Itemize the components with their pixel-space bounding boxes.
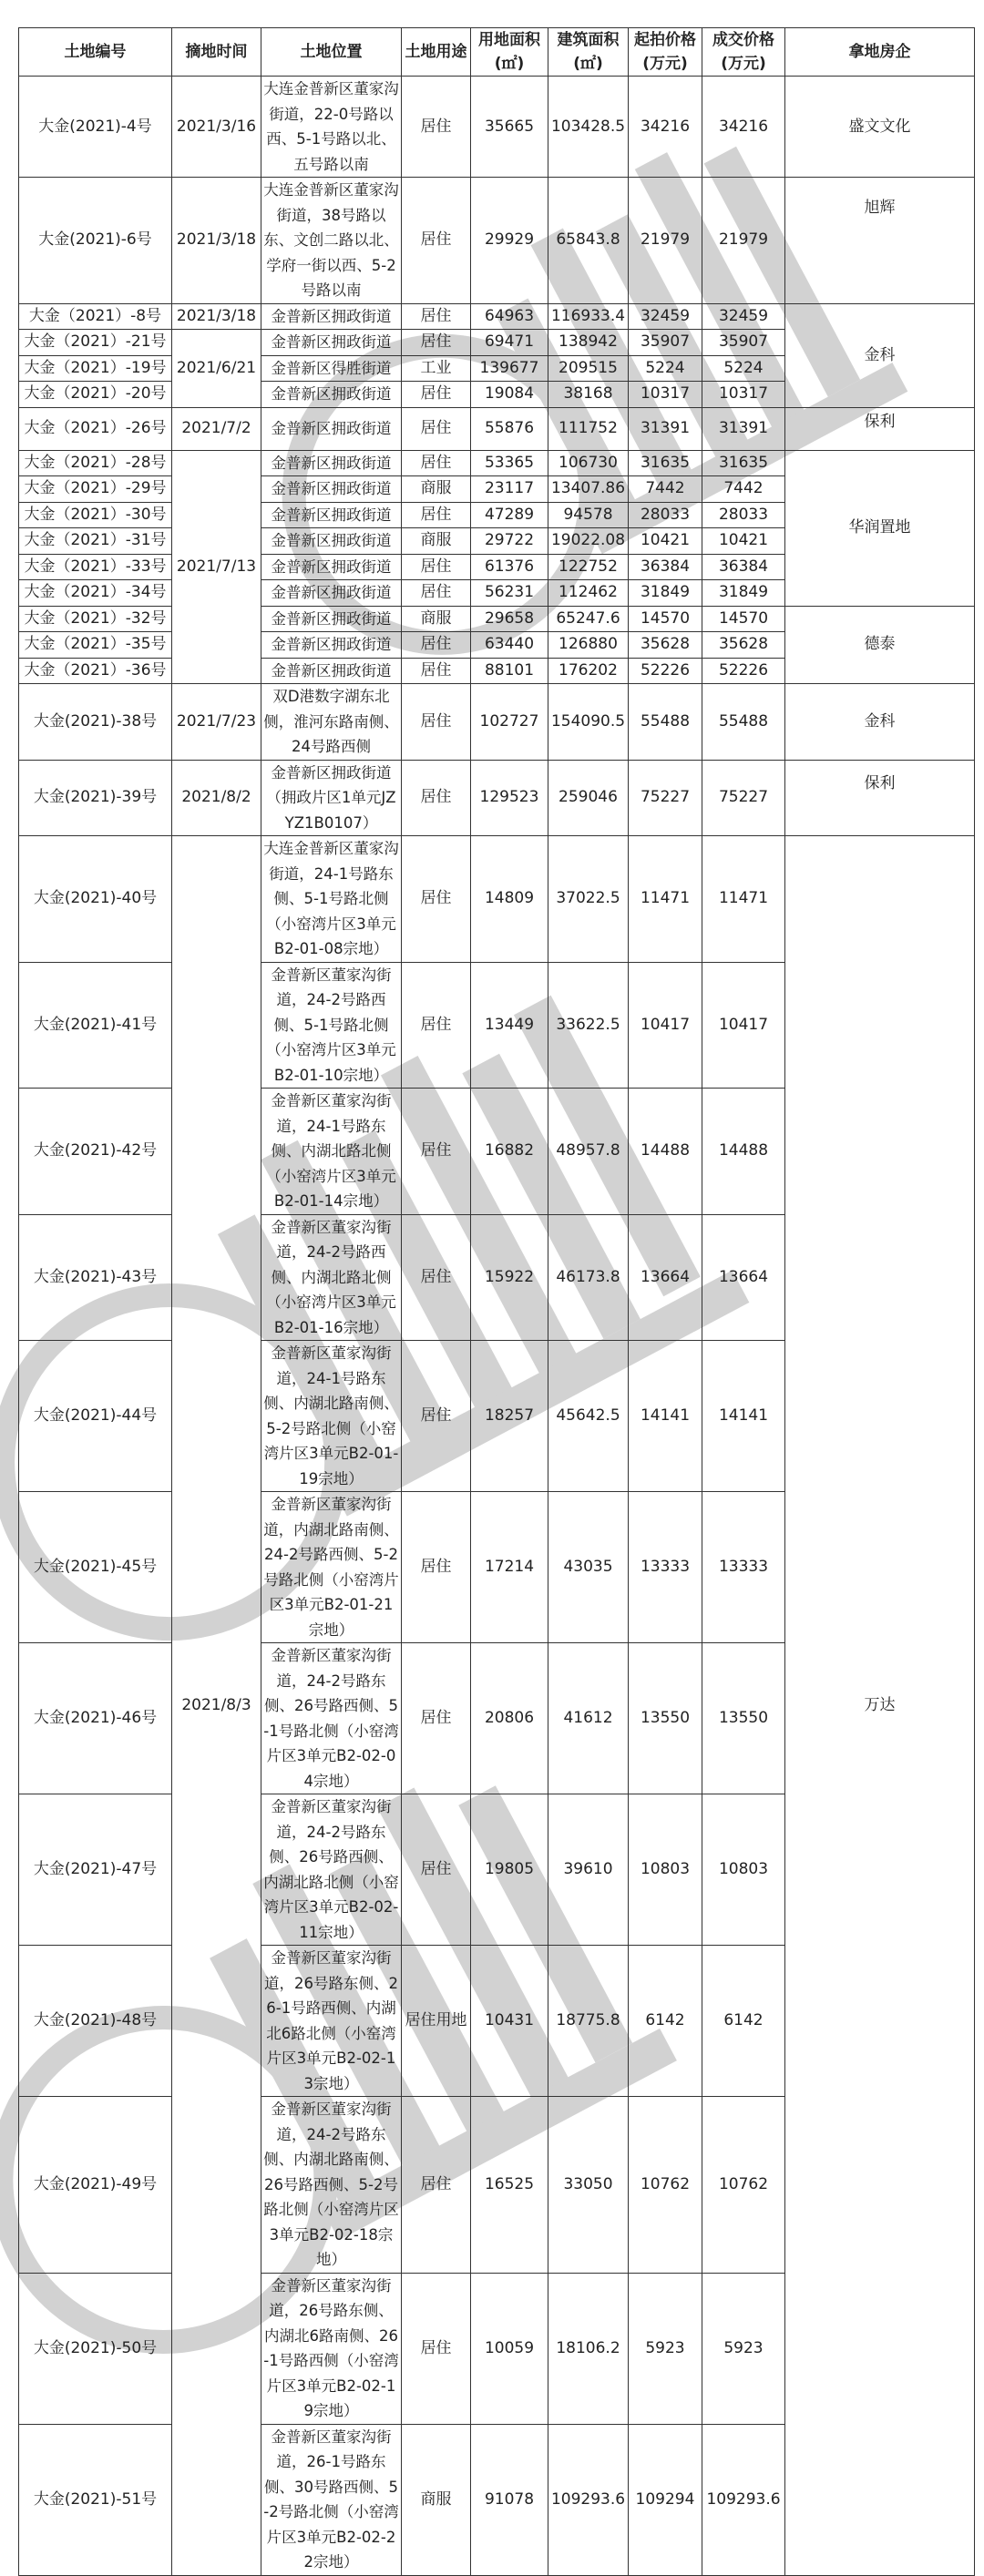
start-price: 14570 [629, 606, 702, 632]
location: 金普新区拥政街道 [261, 632, 402, 659]
deal-price: 10417 [702, 962, 785, 1089]
location: 金普新区拥政街道 [261, 658, 402, 684]
land-id: 大金(2021)-43号 [19, 1214, 172, 1341]
build-area: 18775.8 [548, 1946, 629, 2097]
deal-price: 13550 [702, 1643, 785, 1794]
developer: 德泰 [785, 606, 975, 684]
deal-price: 31391 [702, 407, 785, 450]
developer: 华润置地 [785, 450, 975, 606]
deal-price: 52226 [702, 658, 785, 684]
use: 居住 [402, 407, 471, 450]
build-area: 154090.5 [548, 684, 629, 761]
land-area: 13449 [471, 962, 548, 1089]
use: 居住用地 [402, 1946, 471, 2097]
land-id: 大金（2021）-31号 [19, 528, 172, 555]
use: 居住 [402, 1794, 471, 1946]
land-area: 16882 [471, 1089, 548, 1215]
table-row [19, 606, 975, 632]
land-id: 大金（2021）-19号 [19, 355, 172, 382]
land-id: 大金(2021)-45号 [19, 1492, 172, 1643]
use: 居住 [402, 303, 471, 330]
location: 金普新区董家沟街道，24-2号路东侧、26号路西侧、内湖北路北侧（小窑湾片区3单元B2-02-11宗地） [261, 1794, 402, 1946]
use: 居住 [402, 2097, 471, 2274]
start-price: 52226 [629, 658, 702, 684]
land-transaction-table [18, 27, 975, 2576]
land-id: 大金(2021)-4号 [19, 77, 172, 178]
table-row [19, 450, 975, 476]
deal-price: 14570 [702, 606, 785, 632]
table-row [19, 77, 975, 178]
use: 居住 [402, 684, 471, 761]
location: 金普新区董家沟街道，24-1号路东侧、内湖北路南侧、5-2号路北侧（小窑湾片区3单元B2-01-19宗地） [261, 1341, 402, 1492]
land-area: 53365 [471, 450, 548, 476]
build-area: 19022.08 [548, 528, 629, 555]
land-area: 91078 [471, 2424, 548, 2575]
land-id: 大金(2021)-48号 [19, 1946, 172, 2097]
location: 金普新区董家沟街道，24-2号路东侧、26号路西侧、5-1号路北侧（小窑湾片区3单元B2-02-04宗地） [261, 1643, 402, 1794]
location: 双D港数字湖东北侧，淮河东路南侧、24号路西侧 [261, 684, 402, 761]
build-area: 122752 [548, 554, 629, 580]
build-area: 38168 [548, 382, 629, 408]
location: 金普新区拥政街道 [261, 606, 402, 632]
start-price: 10417 [629, 962, 702, 1089]
location: 金普新区拥政街道 [261, 528, 402, 555]
deal-price: 55488 [702, 684, 785, 761]
build-area: 209515 [548, 355, 629, 382]
start-price: 5224 [629, 355, 702, 382]
land-area: 19805 [471, 1794, 548, 1946]
land-id: 大金(2021)-42号 [19, 1089, 172, 1215]
deal-price: 32459 [702, 303, 785, 330]
build-area: 94578 [548, 502, 629, 528]
location: 金普新区拥政街道 [261, 303, 402, 330]
build-area: 41612 [548, 1643, 629, 1794]
table-row [19, 407, 975, 450]
land-area: 64963 [471, 303, 548, 330]
deal-price: 35628 [702, 632, 785, 659]
location: 金普新区拥政街道 [261, 382, 402, 408]
deal-price: 10803 [702, 1794, 785, 1946]
use: 居住 [402, 632, 471, 659]
header-date: 摘地时间 [172, 28, 261, 77]
use: 商服 [402, 2424, 471, 2575]
date: 2021/7/13 [172, 450, 261, 684]
land-area: 129523 [471, 760, 548, 836]
location: 金普新区拥政街道 [261, 580, 402, 607]
land-id: 大金（2021）-33号 [19, 554, 172, 580]
deal-price: 75227 [702, 760, 785, 836]
deal-price: 5923 [702, 2273, 785, 2424]
location: 金普新区拥政街道（拥政片区1单元JZYZ1B0107） [261, 760, 402, 836]
land-id: 大金（2021）-34号 [19, 580, 172, 607]
start-price: 7442 [629, 476, 702, 503]
build-area: 112462 [548, 580, 629, 607]
build-area: 65247.6 [548, 606, 629, 632]
use: 居住 [402, 330, 471, 356]
location: 金普新区董家沟街道，24-2号路西侧、5-1号路北侧（小窑湾片区3单元B2-01-10宗地） [261, 962, 402, 1089]
land-area: 20806 [471, 1643, 548, 1794]
location: 金普新区董家沟街道，26号路东侧、26-1号路西侧、内湖北6路北侧（小窑湾片区3单元B2-02-13宗地） [261, 1946, 402, 2097]
date: 2021/7/23 [172, 684, 261, 761]
build-area: 111752 [548, 407, 629, 450]
land-id: 大金（2021）-26号 [19, 407, 172, 450]
header-build-area: 建筑面积 (㎡) [548, 28, 629, 77]
deal-price: 14141 [702, 1341, 785, 1492]
build-area: 259046 [548, 760, 629, 836]
land-area: 35665 [471, 77, 548, 178]
build-area: 43035 [548, 1492, 629, 1643]
build-area: 18106.2 [548, 2273, 629, 2424]
table-row [19, 178, 975, 304]
land-id: 大金(2021)-41号 [19, 962, 172, 1089]
land-area: 63440 [471, 632, 548, 659]
build-area: 106730 [548, 450, 629, 476]
header-land-id: 土地编号 [19, 28, 172, 77]
start-price: 55488 [629, 684, 702, 761]
start-price: 28033 [629, 502, 702, 528]
header-deal-price: 成交价格 (万元) [702, 28, 785, 77]
use: 居住 [402, 382, 471, 408]
date: 2021/3/18 [172, 303, 261, 330]
deal-price: 21979 [702, 178, 785, 304]
start-price: 35628 [629, 632, 702, 659]
land-area: 47289 [471, 502, 548, 528]
build-area: 176202 [548, 658, 629, 684]
build-area: 103428.5 [548, 77, 629, 178]
developer: 保利 [785, 760, 975, 836]
location: 大连金普新区董家沟街道，38号路以东、文创二路以北、学府一街以西、5-2号路以南 [261, 178, 402, 304]
start-price: 31391 [629, 407, 702, 450]
land-id: 大金(2021)-38号 [19, 684, 172, 761]
use: 居住 [402, 658, 471, 684]
land-area: 61376 [471, 554, 548, 580]
start-price: 14141 [629, 1341, 702, 1492]
land-area: 29722 [471, 528, 548, 555]
land-id: 大金(2021)-51号 [19, 2424, 172, 2575]
start-price: 35907 [629, 330, 702, 356]
header-row [19, 28, 975, 77]
start-price: 14488 [629, 1089, 702, 1215]
deal-price: 10421 [702, 528, 785, 555]
land-id: 大金(2021)-46号 [19, 1643, 172, 1794]
land-area: 10059 [471, 2273, 548, 2424]
land-id: 大金（2021）-30号 [19, 502, 172, 528]
deal-price: 109293.6 [702, 2424, 785, 2575]
land-id: 大金（2021）-29号 [19, 476, 172, 503]
use: 居住 [402, 836, 471, 963]
deal-price: 5224 [702, 355, 785, 382]
land-area: 17214 [471, 1492, 548, 1643]
use: 商服 [402, 528, 471, 555]
developer: 万达 [785, 836, 975, 2576]
date: 2021/3/16 [172, 77, 261, 178]
header-location: 土地位置 [261, 28, 402, 77]
use: 居住 [402, 1643, 471, 1794]
header-use: 土地用途 [402, 28, 471, 77]
deal-price: 13664 [702, 1214, 785, 1341]
header-developer: 拿地房企 [785, 28, 975, 77]
land-area: 16525 [471, 2097, 548, 2274]
start-price: 75227 [629, 760, 702, 836]
location: 金普新区拥政街道 [261, 450, 402, 476]
land-id: 大金(2021)-44号 [19, 1341, 172, 1492]
land-area: 18257 [471, 1341, 548, 1492]
land-area: 15922 [471, 1214, 548, 1341]
date: 2021/6/21 [172, 330, 261, 408]
table-row [19, 684, 975, 761]
location: 金普新区拥政街道 [261, 476, 402, 503]
deal-price: 31849 [702, 580, 785, 607]
land-area: 10431 [471, 1946, 548, 2097]
deal-price: 10317 [702, 382, 785, 408]
land-id: 大金（2021）-20号 [19, 382, 172, 408]
land-id: 大金(2021)-6号 [19, 178, 172, 304]
use: 居住 [402, 1492, 471, 1643]
location: 金普新区拥政街道 [261, 554, 402, 580]
build-area: 13407.86 [548, 476, 629, 503]
start-price: 13664 [629, 1214, 702, 1341]
deal-price: 11471 [702, 836, 785, 963]
start-price: 21979 [629, 178, 702, 304]
date: 2021/8/2 [172, 760, 261, 836]
build-area: 65843.8 [548, 178, 629, 304]
start-price: 10803 [629, 1794, 702, 1946]
developer: 金科 [785, 684, 975, 761]
land-id: 大金(2021)-50号 [19, 2273, 172, 2424]
land-id: 大金(2021)-47号 [19, 1794, 172, 1946]
location: 大连金普新区董家沟街道，22-0号路以西、5-1号路以北、五号路以南 [261, 77, 402, 178]
date: 2021/3/18 [172, 178, 261, 304]
use: 商服 [402, 476, 471, 503]
start-price: 10421 [629, 528, 702, 555]
use: 居住 [402, 178, 471, 304]
start-price: 6142 [629, 1946, 702, 2097]
start-price: 109294 [629, 2424, 702, 2575]
deal-price: 13333 [702, 1492, 785, 1643]
header-start-price: 起拍价格 (万元) [629, 28, 702, 77]
deal-price: 36384 [702, 554, 785, 580]
deal-price: 28033 [702, 502, 785, 528]
location: 金普新区拥政街道 [261, 330, 402, 356]
table-row [19, 836, 975, 963]
location: 金普新区拥政街道 [261, 407, 402, 450]
use: 居住 [402, 962, 471, 1089]
developer: 保利 [785, 407, 975, 450]
start-price: 13550 [629, 1643, 702, 1794]
start-price: 10317 [629, 382, 702, 408]
land-id: 大金（2021）-32号 [19, 606, 172, 632]
start-price: 31635 [629, 450, 702, 476]
build-area: 39610 [548, 1794, 629, 1946]
location: 金普新区董家沟街道，24-2号路东侧、内湖北路南侧、26号路西侧、5-2号路北侧（小窑湾片区3单元B2-02-18宗地） [261, 2097, 402, 2274]
location: 金普新区董家沟街道，24-1号路东侧、内湖北路北侧（小窑湾片区3单元B2-01-14宗地） [261, 1089, 402, 1215]
use: 工业 [402, 355, 471, 382]
land-area: 19084 [471, 382, 548, 408]
build-area: 45642.5 [548, 1341, 629, 1492]
land-id: 大金（2021）-8号 [19, 303, 172, 330]
location: 金普新区董家沟街道，内湖北路南侧、24-2号路西侧、5-2号路北侧（小窑湾片区3单元B2-01-21宗地） [261, 1492, 402, 1643]
table-row [19, 303, 975, 330]
location: 金普新区董家沟街道，26号路东侧、内湖北6路南侧、26-1号路西侧（小窑湾片区3单元B2-02-19宗地） [261, 2273, 402, 2424]
deal-price: 7442 [702, 476, 785, 503]
use: 居住 [402, 760, 471, 836]
date: 2021/7/2 [172, 407, 261, 450]
land-area: 102727 [471, 684, 548, 761]
deal-price: 10762 [702, 2097, 785, 2274]
start-price: 10762 [629, 2097, 702, 2274]
build-area: 37022.5 [548, 836, 629, 963]
build-area: 116933.4 [548, 303, 629, 330]
start-price: 5923 [629, 2273, 702, 2424]
land-id: 大金（2021）-28号 [19, 450, 172, 476]
developer: 金科 [785, 303, 975, 407]
use: 居住 [402, 554, 471, 580]
start-price: 36384 [629, 554, 702, 580]
deal-price: 6142 [702, 1946, 785, 2097]
table-row [19, 760, 975, 836]
land-area: 139677 [471, 355, 548, 382]
build-area: 126880 [548, 632, 629, 659]
date: 2021/8/3 [172, 836, 261, 2576]
header-land-area: 用地面积 (㎡) [471, 28, 548, 77]
location: 金普新区董家沟街道，26-1号路东侧、30号路西侧、5-2号路北侧（小窑湾片区3单元B2-02-22宗地） [261, 2424, 402, 2575]
land-area: 55876 [471, 407, 548, 450]
use: 居住 [402, 450, 471, 476]
land-id: 大金（2021）-21号 [19, 330, 172, 356]
use: 居住 [402, 502, 471, 528]
start-price: 11471 [629, 836, 702, 963]
use: 居住 [402, 1089, 471, 1215]
build-area: 33622.5 [548, 962, 629, 1089]
land-id: 大金（2021）-36号 [19, 658, 172, 684]
deal-price: 31635 [702, 450, 785, 476]
build-area: 109293.6 [548, 2424, 629, 2575]
location: 金普新区董家沟街道，24-2号路西侧、内湖北路北侧（小窑湾片区3单元B2-01-16宗地） [261, 1214, 402, 1341]
deal-price: 35907 [702, 330, 785, 356]
use: 居住 [402, 580, 471, 607]
start-price: 34216 [629, 77, 702, 178]
build-area: 48957.8 [548, 1089, 629, 1215]
location: 大连金普新区董家沟街道，24-1号路东侧、5-1号路北侧（小窑湾片区3单元B2-01-08宗地） [261, 836, 402, 963]
deal-price: 14488 [702, 1089, 785, 1215]
use: 居住 [402, 1341, 471, 1492]
use: 居住 [402, 77, 471, 178]
land-id: 大金（2021）-35号 [19, 632, 172, 659]
land-area: 23117 [471, 476, 548, 503]
build-area: 138942 [548, 330, 629, 356]
start-price: 32459 [629, 303, 702, 330]
land-id: 大金(2021)-40号 [19, 836, 172, 963]
build-area: 46173.8 [548, 1214, 629, 1341]
use: 居住 [402, 1214, 471, 1341]
build-area: 33050 [548, 2097, 629, 2274]
land-area: 29658 [471, 606, 548, 632]
location: 金普新区得胜街道 [261, 355, 402, 382]
land-area: 14809 [471, 836, 548, 963]
land-area: 56231 [471, 580, 548, 607]
land-id: 大金(2021)-39号 [19, 760, 172, 836]
location: 金普新区拥政街道 [261, 502, 402, 528]
land-area: 29929 [471, 178, 548, 304]
start-price: 13333 [629, 1492, 702, 1643]
use: 商服 [402, 606, 471, 632]
deal-price: 34216 [702, 77, 785, 178]
developer: 旭辉 [785, 178, 975, 304]
developer: 盛文文化 [785, 77, 975, 178]
start-price: 31849 [629, 580, 702, 607]
use: 居住 [402, 2273, 471, 2424]
land-id: 大金(2021)-49号 [19, 2097, 172, 2274]
land-area: 69471 [471, 330, 548, 356]
land-area: 88101 [471, 658, 548, 684]
